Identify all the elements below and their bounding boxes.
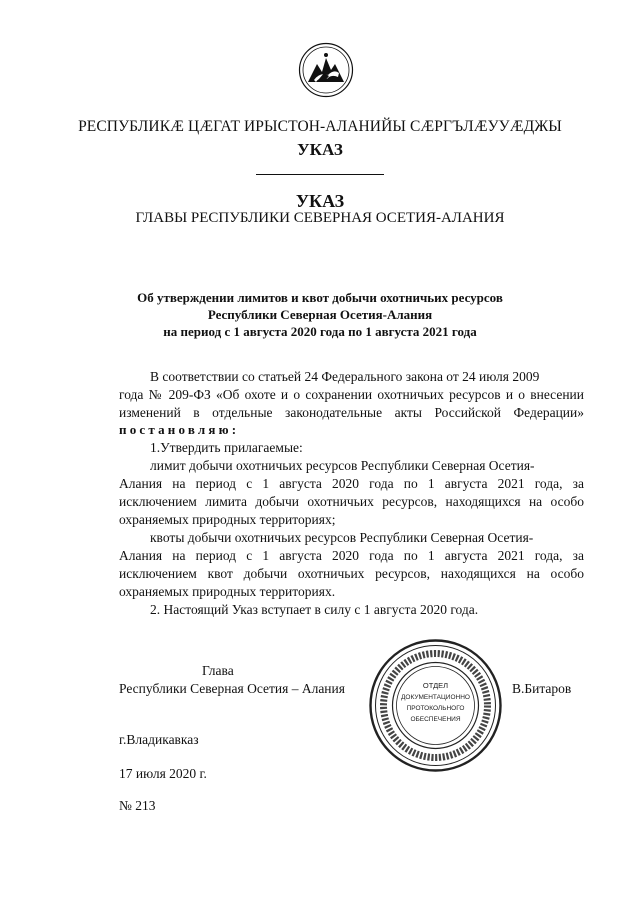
republic-name-ossetian: РЕСПУБЛИКӔ ЦӔГАТ ИРЫСТОН-АЛАНИЙЫ СӔРГЪЛӔУУӔДЖЫ bbox=[78, 118, 562, 135]
signer-position-line-1: Глава bbox=[202, 663, 234, 678]
body-line: изменений в отдельные законодательные акты Российской Федерации» bbox=[119, 405, 584, 420]
header-divider bbox=[256, 174, 384, 175]
body-line: Алания на период с 1 августа 2020 года по 1 августа 2021 года, за bbox=[119, 476, 584, 491]
official-seal-stamp bbox=[368, 638, 503, 773]
body-line: Алания на период с 1 августа 2020 года по 1 августа 2021 года, за bbox=[119, 548, 584, 563]
subject-line-1: Об утверждении лимитов и квот добычи охотничьих ресурсов bbox=[137, 290, 503, 305]
seal-text: ДОКУМЕНТАЦИОННО bbox=[401, 694, 470, 701]
body-line: исключением лимита добычи охотничьих ресурсов, находящихся на особо bbox=[119, 494, 584, 509]
coat-of-arms-emblem bbox=[298, 42, 354, 98]
seal-text: ОТДЕЛ bbox=[422, 681, 449, 690]
body-line: квоты добычи охотничьих ресурсов Республики Северная Осетия- bbox=[150, 530, 534, 545]
body-line: В соответствии со статьей 24 Федерального закона от 24 июля 2009 bbox=[150, 369, 540, 384]
signer-position-line-2: Республики Северная Осетия – Алания bbox=[119, 681, 345, 696]
subject-line-3: на период с 1 августа 2020 года по 1 августа 2021 года bbox=[163, 324, 477, 339]
body-line: года № 209-ФЗ «Об охоте и о сохранении охотничьих ресурсов и о внесении bbox=[119, 387, 584, 402]
issue-date: 17 июля 2020 г. bbox=[119, 766, 207, 781]
item-1: 1.Утвердить прилагаемые: bbox=[150, 440, 303, 455]
body-line: охраняемых природных территориях. bbox=[119, 584, 336, 599]
body-line: лимит добычи охотничьих ресурсов Республики Северная Осетия- bbox=[150, 458, 535, 473]
seal-text: ПРОТОКОЛЬНОГО bbox=[406, 705, 465, 712]
seal-text: ОБЕСПЕЧЕНИЯ bbox=[410, 716, 461, 723]
issue-city: г.Владикавказ bbox=[119, 732, 199, 747]
body-line: исключением квот добычи охотничьих ресурсов, находящихся на особо bbox=[119, 566, 584, 581]
issuer-title: ГЛАВЫ РЕСПУБЛИКИ СЕВЕРНАЯ ОСЕТИЯ-АЛАНИЯ bbox=[135, 210, 505, 226]
decree-heading: УКАЗ bbox=[295, 191, 345, 211]
signer-name: В.Битаров bbox=[512, 681, 572, 696]
body-line: охраняемых природных территориях; bbox=[119, 512, 336, 527]
subject-line-2: Республики Северная Осетия-Алания bbox=[207, 307, 433, 322]
decree-heading-ossetian: УКАЗ bbox=[297, 140, 343, 159]
decree-word: постановляю: bbox=[119, 422, 240, 437]
item-2: 2. Настоящий Указ вступает в силу с 1 августа 2020 года. bbox=[150, 602, 479, 617]
decree-number: № 213 bbox=[119, 798, 156, 813]
